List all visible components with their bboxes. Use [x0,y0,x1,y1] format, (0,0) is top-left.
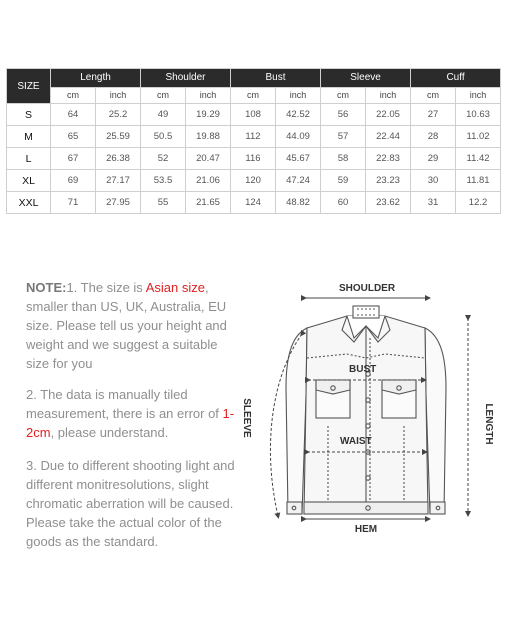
table-cell: 23.62 [366,192,411,214]
cuff-column-header: Cuff [411,69,501,88]
table-cell: 60 [321,192,366,214]
table-cell: 30 [411,170,456,192]
sleeve-column-header: Sleeve [321,69,411,88]
table-cell: 65 [51,126,96,148]
table-cell: 27 [411,104,456,126]
table-cell: 26.38 [96,148,141,170]
table-cell: 116 [231,148,276,170]
table-cell: 28 [411,126,456,148]
table-row [7,148,501,170]
table-cell: 52 [141,148,186,170]
note-measurement-error [26,385,236,442]
note1-text-b: , smaller than US, UK, Australia, EU size. Please tell us your height and weight and we suggest a suitable size for you [26,280,227,371]
table-cell: 27.17 [96,170,141,192]
table-row [7,170,501,192]
table-cell: 48.82 [276,192,321,214]
size-label: S [7,104,51,126]
table-cell: 22.44 [366,126,411,148]
table-cell: 124 [231,192,276,214]
table-cell: 19.29 [186,104,231,126]
size-chart-table [6,68,501,214]
unit-header-row [7,87,501,103]
table-cell: 31 [411,192,456,214]
bust-column-header: Bust [231,69,321,88]
table-cell: 44.09 [276,126,321,148]
table-cell: 12.2 [456,192,501,214]
note2-text-a: 2. The data is manually tiled measurement, there is an error of [26,387,223,421]
waist-label: WAIST [340,436,372,447]
table-cell: 55 [141,192,186,214]
length-label: LENGTH [483,403,494,445]
unit-cm: cm [321,87,366,103]
unit-cm: cm [141,87,186,103]
table-row [7,104,501,126]
unit-inch: inch [456,87,501,103]
table-cell: 11.81 [456,170,501,192]
table-cell: 59 [321,170,366,192]
table-cell: 71 [51,192,96,214]
table-cell: 69 [51,170,96,192]
note2-highlight: 1-2cm [26,406,235,440]
size-label: M [7,126,51,148]
table-cell: 120 [231,170,276,192]
table-cell: 49 [141,104,186,126]
length-column-header: Length [51,69,141,88]
bust-label: BUST [349,364,377,375]
table-cell: 25.2 [96,104,141,126]
table-cell: 64 [51,104,96,126]
table-cell: 25.59 [96,126,141,148]
note-color-difference [26,456,236,551]
table-cell: 27.95 [96,192,141,214]
jacket-measurement-diagram [232,276,502,538]
unit-cm: cm [231,87,276,103]
table-cell: 108 [231,104,276,126]
table-cell: 19.88 [186,126,231,148]
table-cell: 47.24 [276,170,321,192]
hem-label: HEM [354,524,378,535]
table-cell: 50.5 [141,126,186,148]
size-column-header: SIZE [7,69,51,104]
unit-inch: inch [276,87,321,103]
table-header-row [7,69,501,88]
table-row [7,126,501,148]
sleeve-label: SLEEVE [241,398,252,438]
unit-inch: inch [96,87,141,103]
table-cell: 21.06 [186,170,231,192]
table-cell: 23.23 [366,170,411,192]
jacket-outline [286,306,446,514]
size-label: L [7,148,51,170]
table-cell: 42.52 [276,104,321,126]
table-cell: 11.42 [456,148,501,170]
size-label: XL [7,170,51,192]
note3-text: 3. Due to different shooting light and different monitresolutions, slight chromatic aberration will be caused. Please take the actual color of the goods as the standard. [26,458,235,549]
unit-cm: cm [51,87,96,103]
table-cell: 11.02 [456,126,501,148]
note1-highlight: Asian size [145,280,205,295]
table-cell: 45.67 [276,148,321,170]
table-cell: 10.63 [456,104,501,126]
note2-text-b: , please understand. [50,425,169,440]
unit-cm: cm [411,87,456,103]
unit-inch: inch [366,87,411,103]
table-cell: 57 [321,126,366,148]
table-row [7,192,501,214]
note-prefix: NOTE: [26,280,67,295]
unit-inch: inch [186,87,231,103]
table-cell: 53.5 [141,170,186,192]
table-cell: 22.83 [366,148,411,170]
size-label: XXL [7,192,51,214]
note1-text-a: 1. The size is [66,280,146,295]
note-asian-size [26,278,236,373]
table-cell: 56 [321,104,366,126]
shoulder-column-header: Shoulder [141,69,231,88]
table-cell: 67 [51,148,96,170]
table-cell: 20.47 [186,148,231,170]
table-cell: 29 [411,148,456,170]
table-cell: 21.65 [186,192,231,214]
table-cell: 58 [321,148,366,170]
shoulder-label: SHOULDER [338,283,396,294]
table-cell: 22.05 [366,104,411,126]
table-cell: 112 [231,126,276,148]
